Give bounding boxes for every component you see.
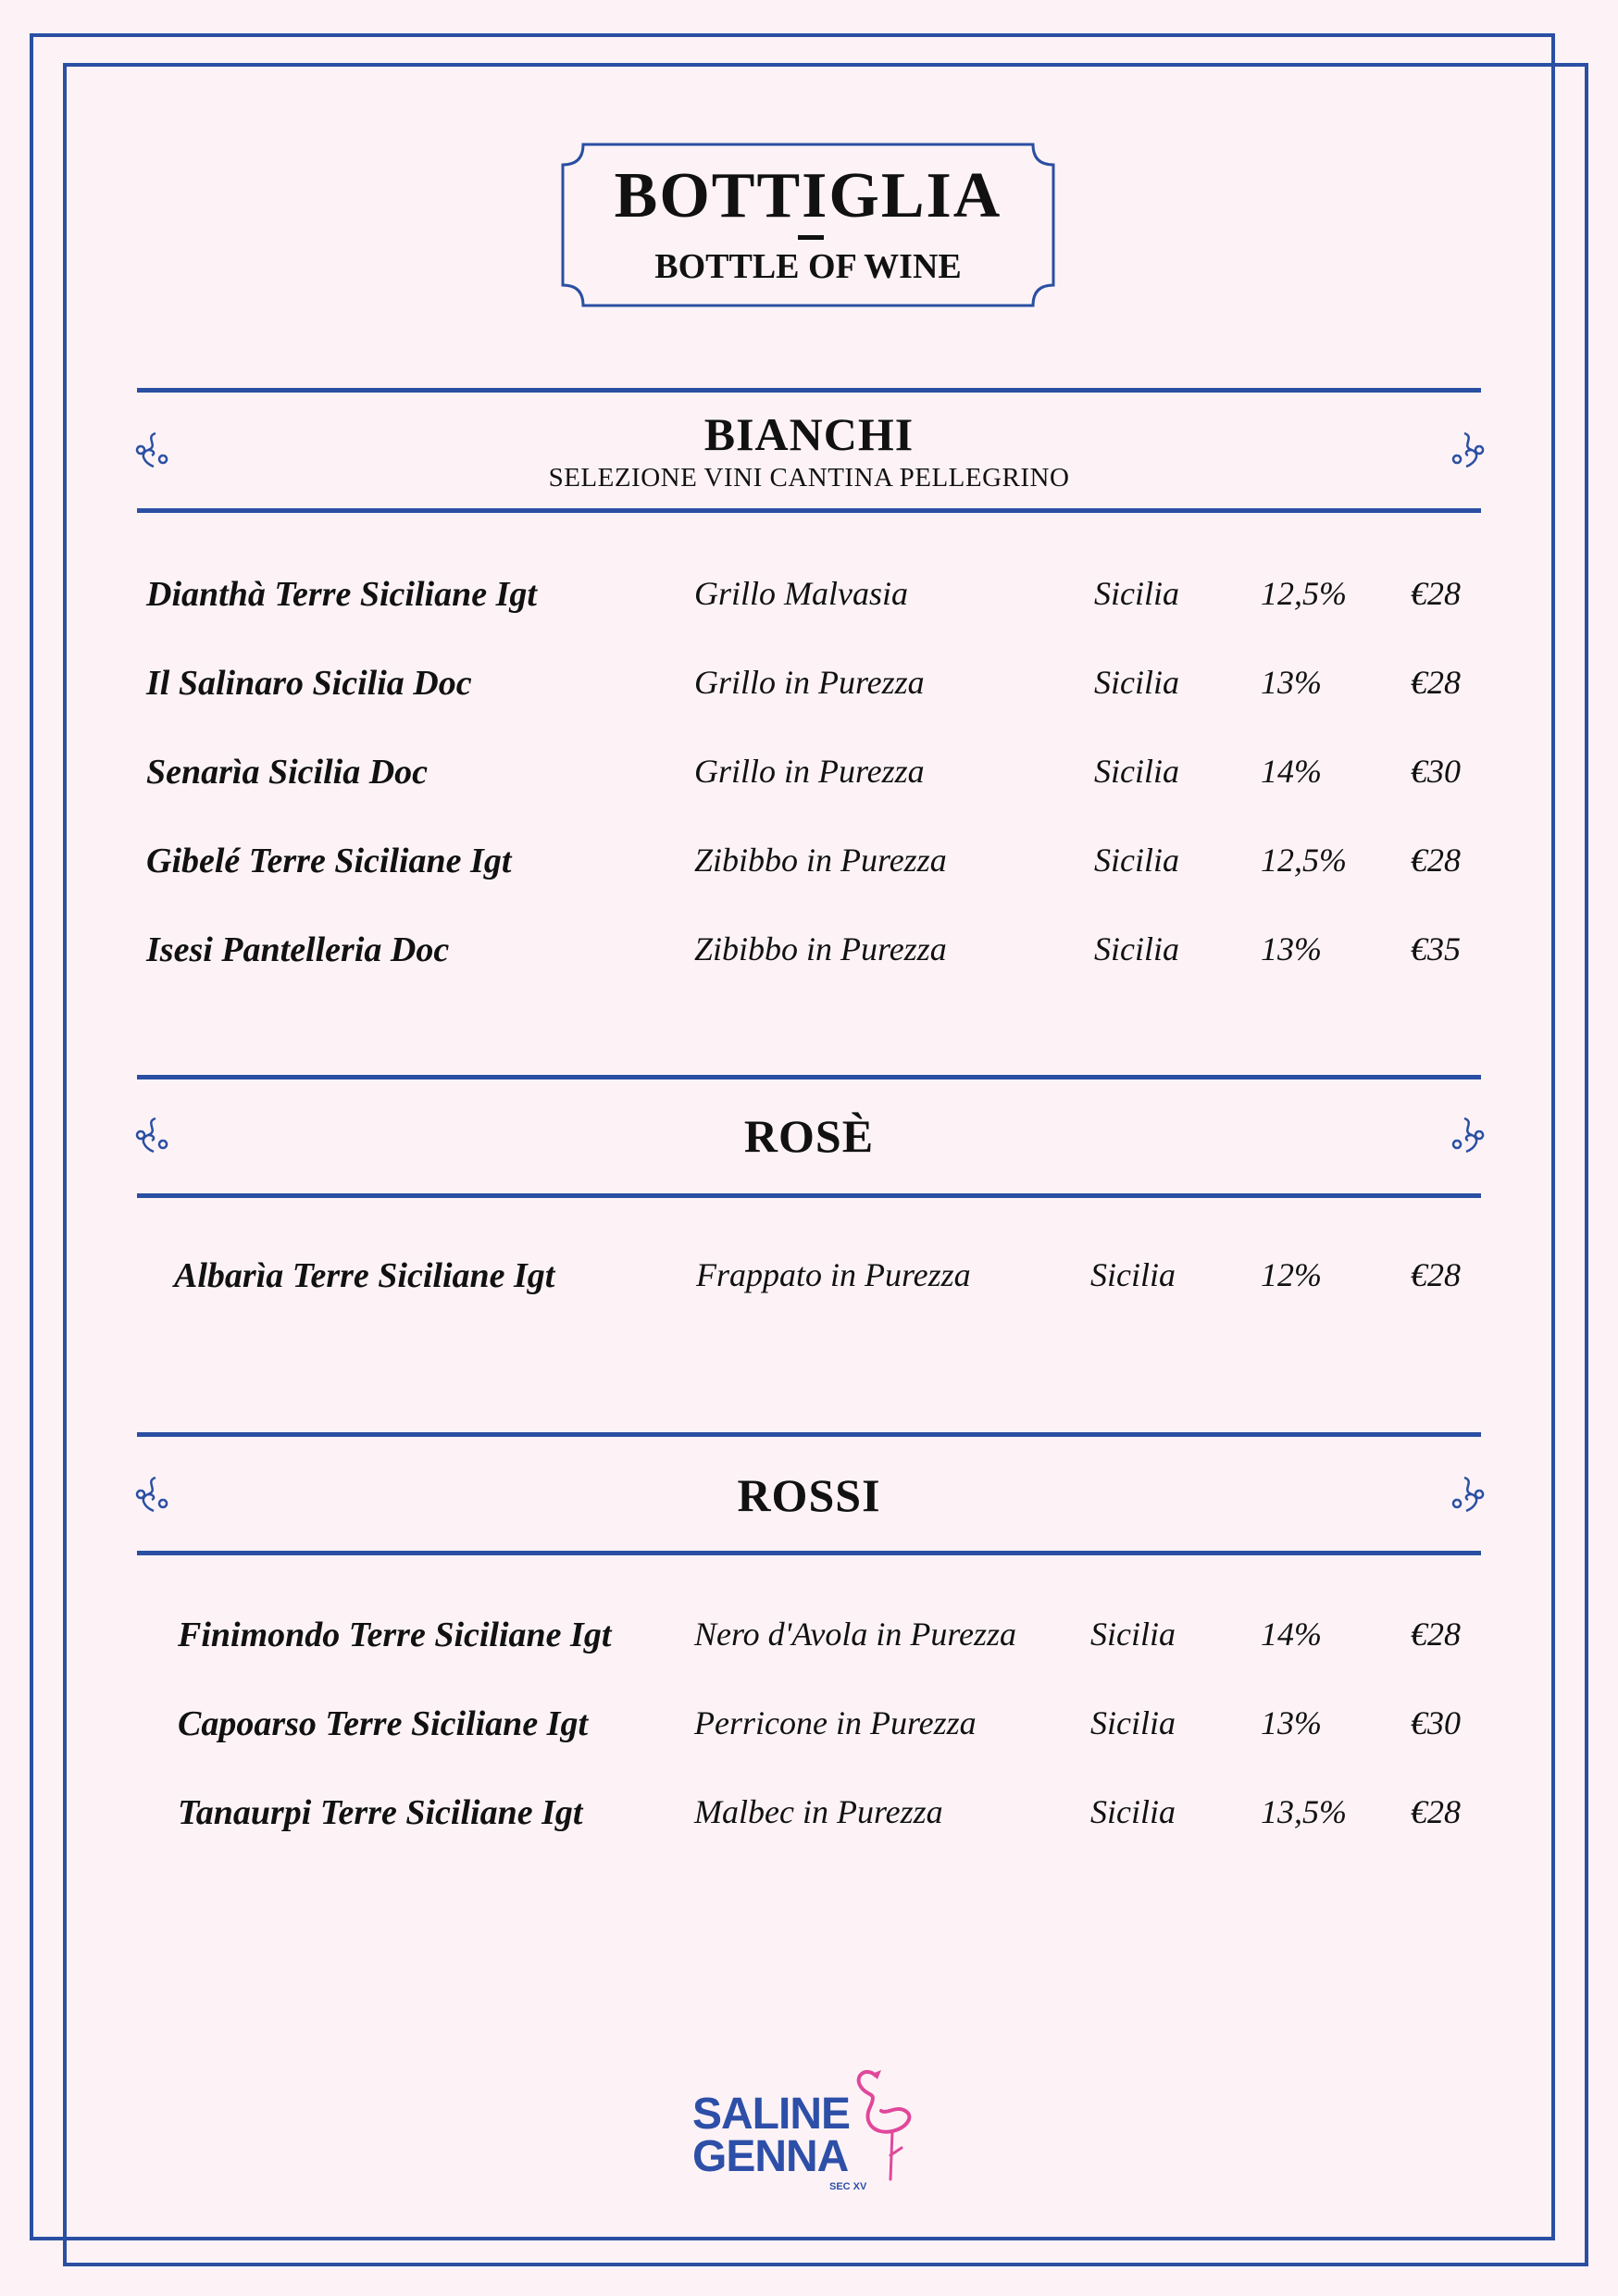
wine-row	[0, 663, 1618, 718]
wine-name: Albarìa Terre Siciliane Igt	[174, 1256, 555, 1295]
wine-region: Sicilia	[1090, 1793, 1176, 1830]
title-dash	[798, 235, 824, 240]
wine-grape: Zibibbo in Purezza	[694, 930, 947, 967]
title-box	[561, 143, 1055, 307]
wine-grape: Grillo in Purezza	[694, 753, 925, 790]
wine-region: Sicilia	[1094, 575, 1179, 612]
wine-price: €28	[1411, 664, 1461, 701]
wine-name: Finimondo Terre Siciliane Igt	[178, 1616, 612, 1654]
wine-abv: 14%	[1261, 1616, 1322, 1653]
section-subtitle-bianchi: SELEZIONE VINI CANTINA PELLEGRINO	[548, 463, 1070, 493]
section-rule-top	[137, 1432, 1481, 1437]
wine-name: Dianthà Terre Siciliane Igt	[146, 575, 537, 614]
wine-grape: Zibibbo in Purezza	[694, 842, 947, 879]
section-rule-top	[137, 388, 1481, 393]
wine-region: Sicilia	[1090, 1704, 1176, 1741]
logo-tag: SEC XV	[829, 2181, 867, 2192]
saline-genna-logo	[692, 2063, 933, 2192]
wine-abv: 12,5%	[1261, 842, 1347, 879]
wine-row	[0, 930, 1618, 985]
wine-row	[0, 1703, 1618, 1759]
wine-name: Isesi Pantelleria Doc	[146, 930, 450, 969]
wine-row	[0, 1255, 1618, 1311]
wine-price: €30	[1411, 753, 1461, 790]
wine-abv: 12,5%	[1261, 575, 1347, 612]
page-subtitle: BOTTLE OF WINE	[654, 247, 962, 286]
wine-grape: Grillo Malvasia	[694, 575, 908, 612]
wine-region: Sicilia	[1090, 1256, 1176, 1293]
wine-name: Capoarso Terre Siciliane Igt	[178, 1704, 589, 1743]
wine-name: Il Salinaro Sicilia Doc	[146, 664, 472, 703]
wine-abv: 12%	[1261, 1256, 1322, 1293]
wine-price: €28	[1411, 575, 1461, 612]
page-title: BOTTIGLIA	[614, 160, 1002, 231]
section-rule-bottom	[137, 508, 1481, 513]
wine-row	[0, 1792, 1618, 1848]
wine-price: €28	[1411, 1793, 1461, 1830]
wine-abv: 13,5%	[1261, 1793, 1347, 1830]
wine-grape: Grillo in Purezza	[694, 664, 925, 701]
wine-price: €28	[1411, 1616, 1461, 1653]
logo-text-line2: GENNA	[692, 2132, 849, 2181]
wine-grape: Frappato in Purezza	[696, 1256, 971, 1293]
logo-text-line1: SALINE	[692, 2090, 851, 2139]
wine-abv: 14%	[1261, 753, 1322, 790]
wine-row	[0, 841, 1618, 896]
wine-price: €28	[1411, 1256, 1461, 1293]
wine-price: €28	[1411, 842, 1461, 879]
wine-region: Sicilia	[1094, 930, 1179, 967]
wine-grape: Nero d'Avola in Purezza	[694, 1616, 1017, 1653]
wine-grape: Malbec in Purezza	[694, 1793, 943, 1830]
wine-row	[0, 574, 1618, 630]
inner-frame	[63, 63, 1588, 2266]
wine-abv: 13%	[1261, 1704, 1322, 1741]
wine-abv: 13%	[1261, 930, 1322, 967]
wine-price: €30	[1411, 1704, 1461, 1741]
flamingo-icon	[850, 2063, 924, 2183]
section-rule-bottom	[137, 1551, 1481, 1555]
wine-row	[0, 752, 1618, 807]
section-rule-bottom	[137, 1193, 1481, 1198]
section-title-rossi: ROSSI	[737, 1469, 881, 1521]
wine-region: Sicilia	[1094, 753, 1179, 790]
wine-name: Gibelé Terre Siciliane Igt	[146, 842, 512, 880]
wine-region: Sicilia	[1094, 664, 1179, 701]
section-title-bianchi: BIANCHI	[703, 408, 915, 460]
section-title-rose: ROSÈ	[743, 1110, 875, 1162]
wine-abv: 13%	[1261, 664, 1322, 701]
section-rule-top	[137, 1075, 1481, 1079]
wine-name: Senarìa Sicilia Doc	[146, 753, 429, 792]
wine-price: €35	[1411, 930, 1461, 967]
wine-row	[0, 1615, 1618, 1670]
wine-name: Tanaurpi Terre Siciliane Igt	[178, 1793, 583, 1832]
wine-region: Sicilia	[1090, 1616, 1176, 1653]
wine-grape: Perricone in Purezza	[694, 1704, 977, 1741]
wine-region: Sicilia	[1094, 842, 1179, 879]
